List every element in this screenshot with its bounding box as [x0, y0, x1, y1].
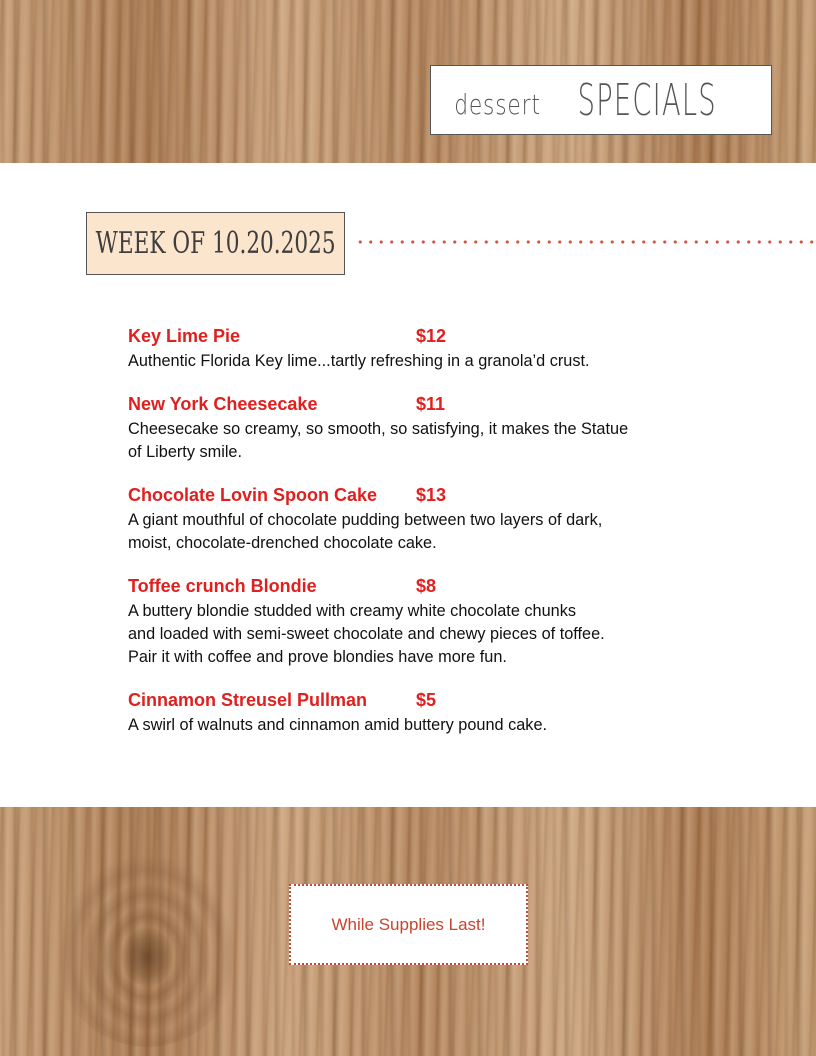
menu-item-price: $13: [416, 485, 447, 505]
week-label-box: [86, 212, 345, 275]
menu-item: [128, 690, 728, 737]
menu-item-header: [128, 394, 728, 418]
menu-item-header: [128, 690, 728, 714]
title-big-text: SPECIALS: [577, 74, 718, 126]
title-small-text: dessert: [454, 87, 541, 121]
menu-item-price: $12: [416, 326, 447, 346]
title-box: [430, 65, 772, 135]
menu-item-header: [128, 326, 728, 350]
menu-item: [128, 394, 728, 464]
menu-item-name: Chocolate Lovin Spoon Cake: [128, 485, 378, 505]
wood-knot: [52, 847, 242, 1047]
menu-item-name: Cinnamon Streusel Pullman: [128, 690, 368, 710]
menu-item-description: Authentic Florida Key lime...tartly refreshing in a granola’d crust.: [128, 352, 590, 370]
menu-item-price: $5: [416, 690, 437, 710]
menu-item-price: $11: [416, 394, 446, 414]
menu-item: [128, 576, 728, 669]
menu-item-description: A buttery blondie studded with creamy white chocolate chunks and loaded with semi-sweet chocolate and chewy pieces of toffee. Pair it with coffee and prove blondies have more fun.: [128, 602, 605, 666]
menu-item-name: Key Lime Pie: [128, 326, 241, 346]
menu-item-description: A swirl of walnuts and cinnamon amid buttery pound cake.: [128, 716, 548, 734]
menu-item: [128, 485, 728, 555]
dotted-divider: [355, 238, 816, 246]
menu-item-name: New York Cheesecake: [128, 394, 318, 414]
menu-item-description: Cheesecake so creamy, so smooth, so satisfying, it makes the Statue of Liberty smile.: [128, 420, 629, 461]
menu-item-description: A giant mouthful of chocolate pudding between two layers of dark, moist, chocolate-drenched chocolate cake.: [128, 511, 603, 552]
menu-item-price: $8: [416, 576, 437, 596]
supplies-note-box: [289, 884, 528, 965]
menu-item: [128, 326, 728, 373]
menu-list: [128, 326, 728, 758]
week-label: WEEK OF 10.20.2025: [95, 226, 336, 261]
menu-item-name: Toffee crunch Blondie: [128, 576, 317, 596]
supplies-note: While Supplies Last!: [331, 914, 486, 934]
menu-item-header: [128, 485, 728, 509]
menu-item-header: [128, 576, 728, 600]
